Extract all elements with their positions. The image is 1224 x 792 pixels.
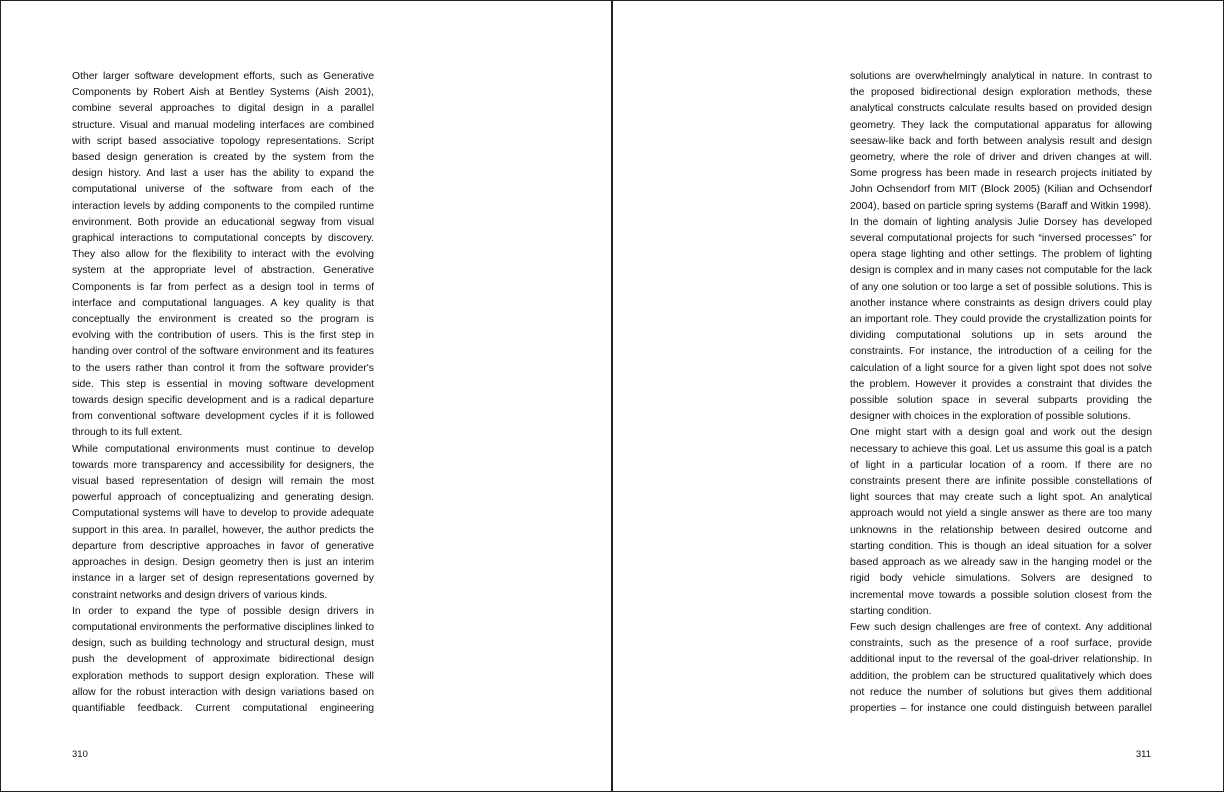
paragraph: One might start with a design goal and work out the design necessary to achieve this goal. Let us assume this goal is a patch of light in a particular location of a room. If there are no constraints present there are infinite possible constellations of light sources that may create such a light spot. An analytical approach would not yield a single answer as there are too many unknowns in the relationship between desired outcome and starting condition. This is though an ideal situation for a solver based approach as we already saw in the hanging model or the rigid body vehicle simulations. Solvers are designed to incremental move towards a possible solution closest from the starting condition.	[850, 427, 1152, 617]
right-page	[612, 0, 1224, 792]
paragraph: Other larger software development efforts, such as Generative Components by Robert Aish at Bentley Systems (Aish 2001), combine several approaches to digital design in a parallel structure. Visual and manual modeling interfaces are combined with script based associative topology representations. Script based design generation is created by the system from the design history. And last a user has the ability to expand the computational universe of the software from each of the interaction levels by adding components to the compiled runtime environment. Both provide an educational segway from visual graphical interactions to computational concepts by discovery. They also allow for the flexibility to interact with the evolving system at the appropriate level of abstraction. Generative Components is far from perfect as a design tool in terms of interface and computational languages. A key quality is that conceptually the environment is created so the program is evolving with the contribution of users. This is the first step in handing over control of the software environment and its features to the users rather than control it from the software provider's side. This step is essential in moving software development towards design specific development and is a radical departure from conventional software development cycles if it is followed through to its full extent.	[72, 71, 374, 439]
page-number: 311	[1135, 749, 1151, 760]
paragraph: In the domain of lighting analysis Julie Dorsey has developed several computational projects for such “inversed processes” for opera stage lighting and other settings. The problem of lighting design is complex and in many cases not computable for the lack of any one solution or too large a set of possible solutions. This is another instance where constraints as design drivers could play an important role. They could provide the crystallization points for dividing computational solutions up in sets around the constraints. For instance, the introduction of a ceiling for the calculation of a light source for a given light spot does not solve the problem. However it provides a constraint that divides the possible solution space in several subparts providing the designer with choices in the exploration of possible solutions.	[850, 216, 1152, 423]
page-number: 310	[72, 749, 88, 760]
paragraph: While computational environments must continue to develop towards more transparency and accessibility for designers, the visual based representation of design will remain the most powerful approach of conceptualizing and generating design. Computational systems will have to develop to provide adequate support in this area. In parallel, however, the author predicts the departure from descriptive approaches in favor of generative approaches in design. Design geometry then is just an interim instance in a larger set of design representations governed by constraint networks and design drivers of various kinds.	[72, 443, 374, 601]
paragraph: In order to expand the type of possible design drivers in computational environments the performative disciplines linked to design, such as building technology and structural design, must push the development of approximate bidirectional design exploration methods to support design exploration. These will allow for the robust interaction with design variations based on quantifiable feedback. Current computational engineering	[72, 605, 374, 714]
left-text-column	[72, 69, 374, 717]
paragraph: solutions are overwhelmingly analytical in nature. In contrast to the proposed bidirectional design exploration methods, these analytical constructs calculate results based on provided design geometry. They lack the computational apparatus for allowing seesaw-like back and forth between analysis result and design geometry, where the role of driver and driven changes at will. Some progress has been made in research projects initiated by John Ochsendorf from MIT (Block 2005) (Kilian and Ochsendorf 2004), based on particle spring systems (Baraff and Witkin 1998).	[850, 71, 1152, 212]
paragraph: Few such design challenges are free of context. Any additional constraints, such as the presence of a roof surface, provide additional input to the reversal of the goal-driver relationship. In addition, the problem can be structured qualitatively which does not reduce the number of solutions but gives them additional properties – for instance one could distinguish between parallel	[850, 621, 1152, 714]
right-text-column	[850, 69, 1152, 717]
